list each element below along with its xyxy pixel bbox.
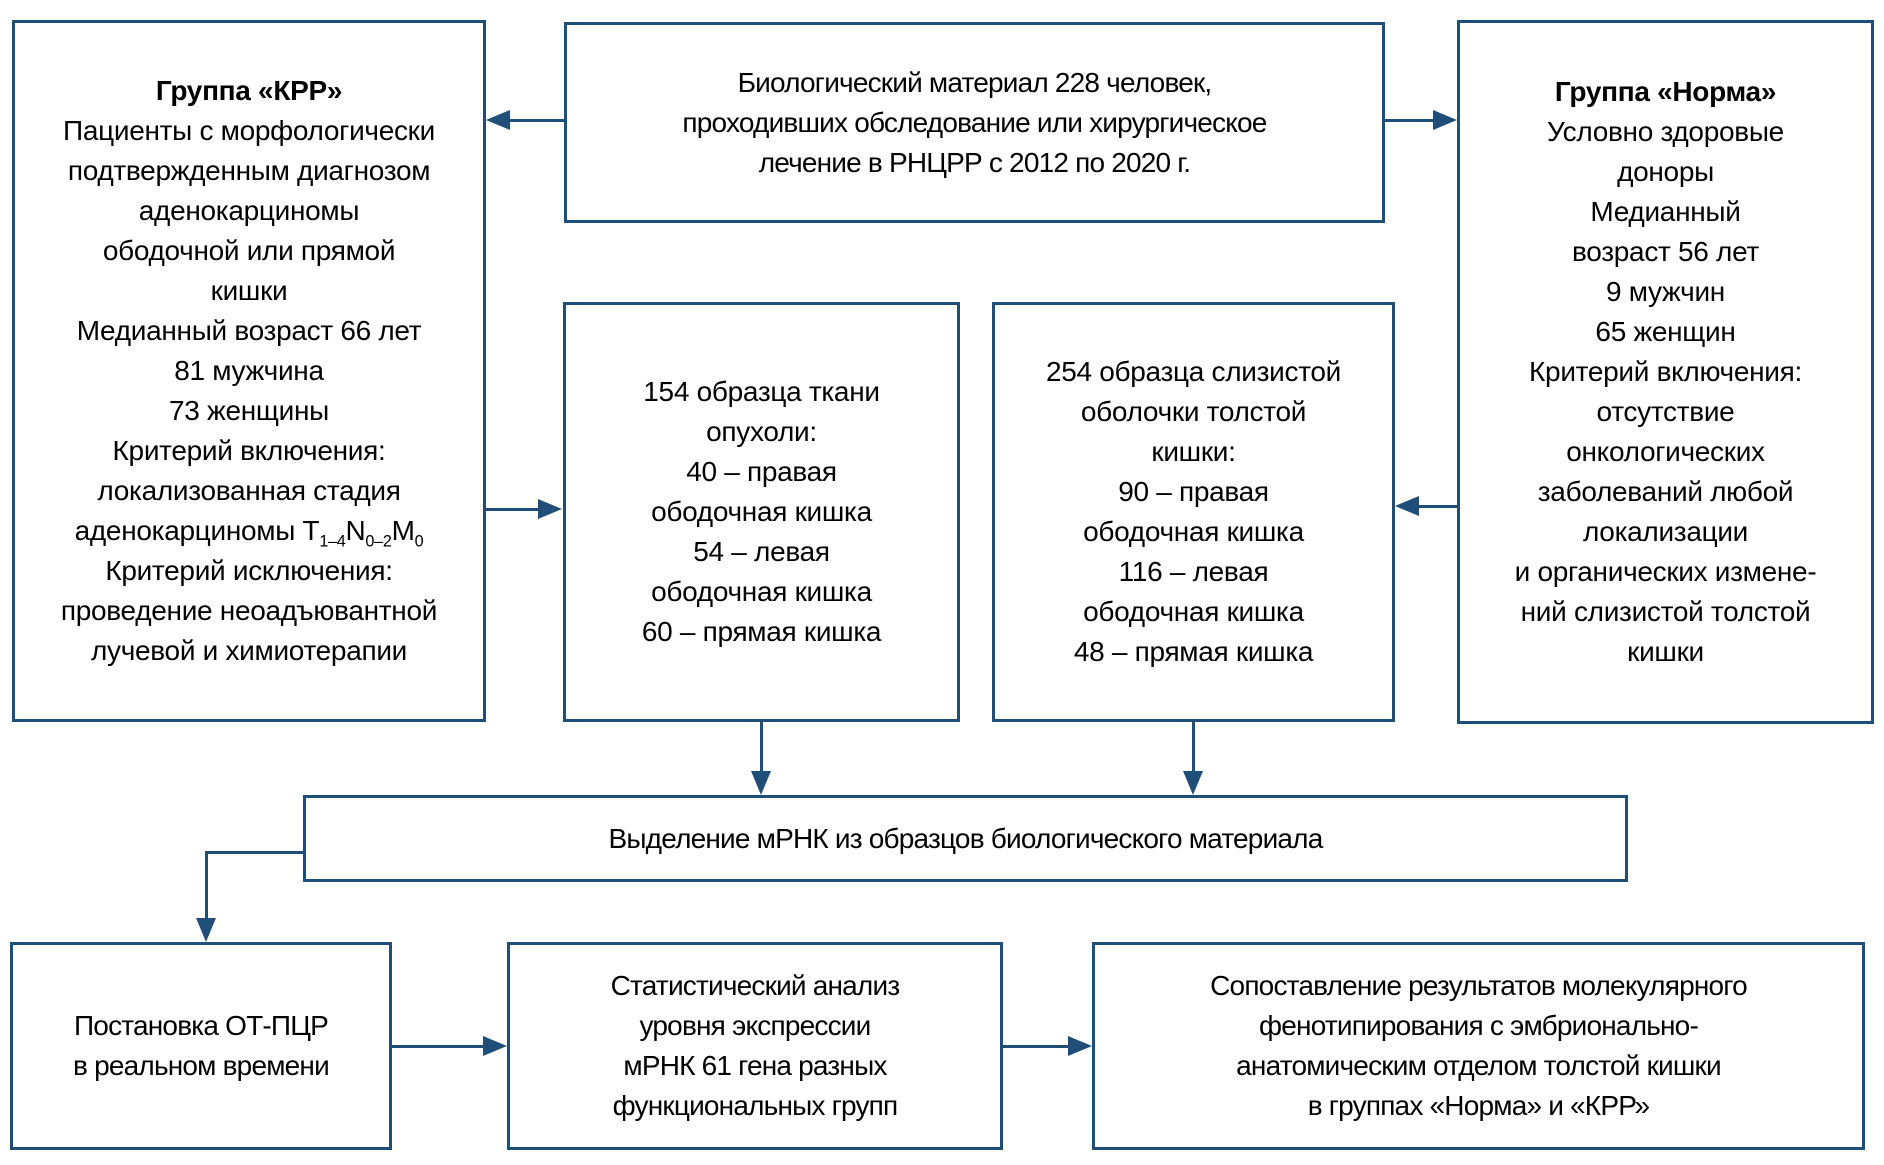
text-line: онкологических [1566, 436, 1765, 467]
text-line: Медианный возраст 66 лет [76, 315, 422, 346]
box-group-krr [12, 20, 486, 722]
text-line: Критерий включения: [1529, 356, 1802, 387]
text-line: 154 образца ткани [643, 376, 880, 407]
text-line: 73 женщины [169, 395, 329, 426]
text-line: ободочная кишка [651, 496, 872, 527]
group-krr-title: Группа «КРР» [155, 75, 343, 106]
box-biomaterial [564, 22, 1385, 223]
arrow-line [484, 508, 540, 511]
text-line: ободочной или прямой [102, 235, 396, 266]
text-line: 9 мужчин [1606, 276, 1725, 307]
text-line: отсутствие [1596, 396, 1735, 427]
text-line: 54 – левая [693, 536, 830, 567]
text-line: возраст 56 лет [1572, 236, 1759, 267]
text-line: локализации [1582, 516, 1749, 547]
arrow-line [760, 721, 763, 773]
tnm-t-subscript: 1–4 [319, 532, 346, 551]
arrow-line [1383, 119, 1435, 122]
text-line: лучевой и химиотерапии [90, 635, 408, 666]
text-line: кишки [1627, 636, 1704, 667]
arrowhead-down-icon [751, 771, 771, 795]
text-line: Пациенты с морфологически [63, 115, 435, 146]
text-line: доноры [1617, 156, 1714, 187]
box-statistical-analysis [507, 942, 1003, 1150]
arrowhead-down-icon [1183, 771, 1203, 795]
arrowhead-right-icon [483, 1036, 507, 1056]
text-line: анатомическим отделом толстой кишки [1236, 1050, 1721, 1081]
text-line: мРНК 61 гена разных [623, 1050, 887, 1081]
text-line: 90 – правая [1118, 476, 1269, 507]
text-line: 81 мужчина [174, 355, 324, 386]
text-line: Постановка ОТ-ПЦР [73, 1010, 329, 1041]
box-comparison-results [1092, 942, 1865, 1150]
arrow-line [1001, 1045, 1068, 1048]
text-line: Сопоставление результатов молекулярного [1210, 970, 1747, 1001]
text-line: ний слизистой толстой [1520, 596, 1811, 627]
text-line: кишки: [1151, 436, 1236, 467]
box-mucosa-samples [992, 302, 1395, 722]
arrow-line [508, 119, 566, 122]
text-line: Медианный [1590, 196, 1741, 227]
text-line: 116 – левая [1118, 556, 1269, 587]
text-line: Выделение мРНК из образцов биологического материала [608, 822, 1323, 854]
text-line: 48 – прямая кишка [1073, 636, 1314, 667]
box-group-norma [1457, 20, 1874, 724]
text-line: заболеваний любой [1537, 476, 1794, 507]
arrow-line [390, 1045, 483, 1048]
arrowhead-right-icon [1068, 1036, 1092, 1056]
text-line: проведение неоадъювантной [60, 595, 438, 626]
text-line: опухоли: [706, 416, 817, 447]
arrowhead-left-icon [486, 110, 510, 130]
arrowhead-right-icon [1433, 110, 1457, 130]
tnm-n-subscript: 0–2 [365, 532, 392, 551]
text-line: локализованная стадия [97, 475, 401, 506]
text-line: аденокарциномы [138, 195, 360, 226]
arrowhead-down-icon [196, 918, 216, 942]
text-line: Критерий исключения: [105, 555, 393, 586]
box-rt-pcr [10, 942, 392, 1150]
text-line: ободочная кишка [1083, 596, 1304, 627]
tnm-m: M [391, 515, 415, 546]
tnm-m-subscript: 0 [414, 532, 424, 551]
box-mrna-isolation [303, 795, 1628, 882]
text-line: Условно здоровые [1547, 116, 1784, 147]
text-line: в реальном времени [73, 1050, 329, 1081]
arrowhead-right-icon [538, 499, 562, 519]
text-line: уровня экспрессии [639, 1010, 871, 1041]
text-line: 40 – правая [686, 456, 837, 487]
arrow-line [1192, 721, 1195, 773]
text-line: Критерий включения: [112, 435, 386, 466]
text-line: Статистический анализ [610, 970, 900, 1001]
text-line: ободочная кишка [651, 576, 872, 607]
text-line: подтвержденным диагнозом [67, 155, 431, 186]
text-line: оболочки толстой [1080, 396, 1307, 427]
text-line: 254 образца слизистой [1045, 356, 1342, 387]
arrow-line [205, 851, 303, 854]
arrow-line [1417, 505, 1459, 508]
text-line: 65 женщин [1595, 316, 1736, 347]
text-line: кишки [210, 275, 288, 306]
text-line: лечение в РНЦРР с 2012 по 2020 г. [758, 146, 1191, 178]
text-line: в группах «Норма» и «КРР» [1307, 1090, 1650, 1121]
text-line: 60 – прямая кишка [641, 616, 882, 647]
text-line: и органических измене- [1514, 556, 1817, 587]
tnm-n: N [345, 515, 366, 546]
text-line: проходивших обследование или хирургическое [682, 106, 1267, 138]
text-line: Биологический материал 228 человек, [737, 66, 1212, 98]
arrowhead-left-icon [1395, 496, 1419, 516]
box-tumor-samples [563, 302, 960, 722]
text-line: фенотипирования с эмбрионально- [1259, 1010, 1698, 1041]
arrow-line [205, 851, 208, 919]
group-norma-title: Группа «Норма» [1554, 76, 1777, 107]
tnm-prefix: аденокарциномы T [74, 515, 320, 546]
text-line: функциональных групп [612, 1090, 898, 1121]
tnm-stage-line [75, 511, 424, 551]
text-line: ободочная кишка [1083, 516, 1304, 547]
